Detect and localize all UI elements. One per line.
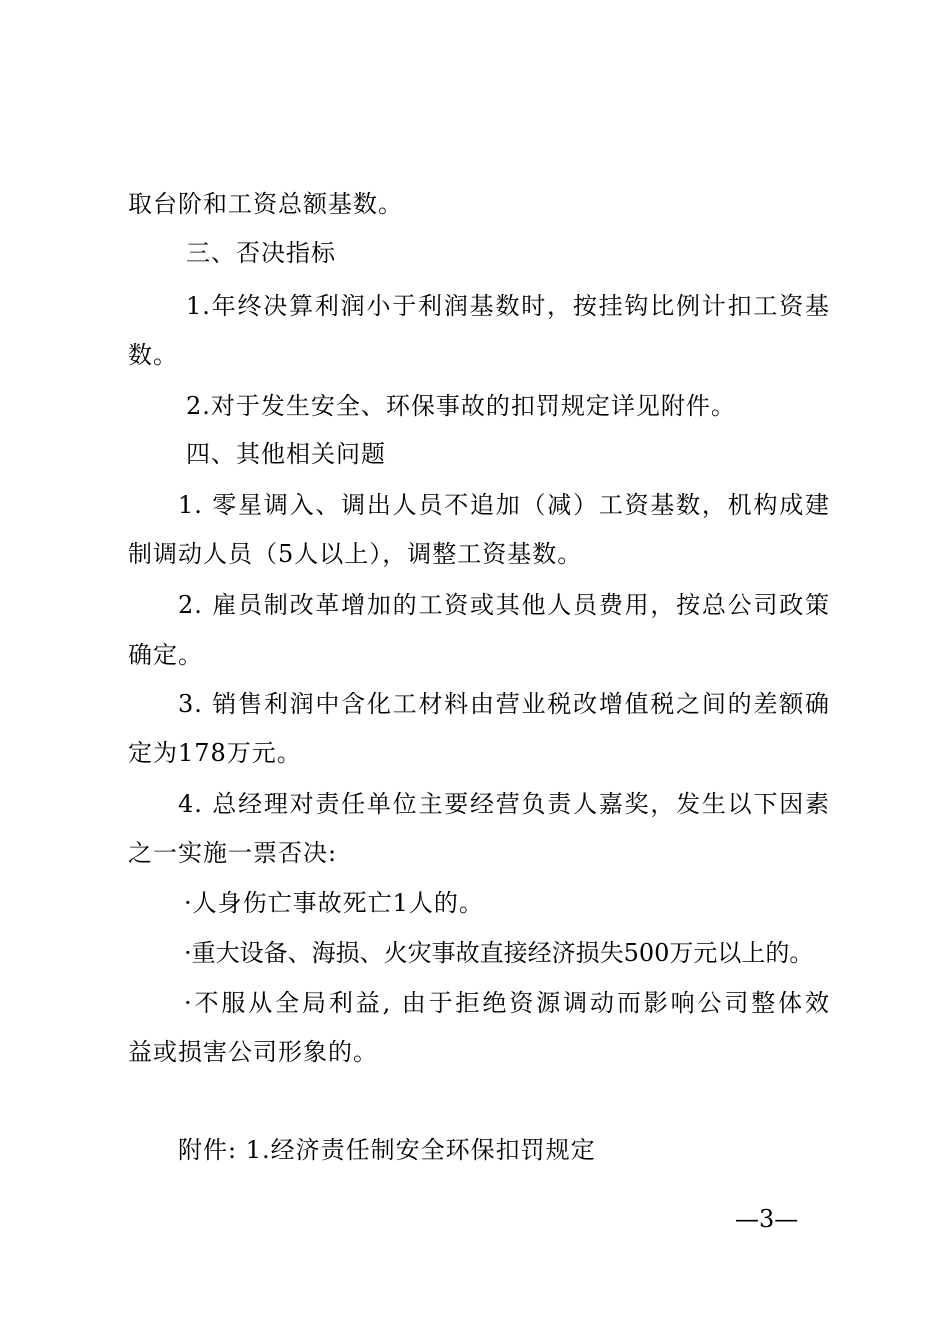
- bullet-item-1: ·人身伤亡事故死亡1人的。: [184, 889, 484, 917]
- para-continuation-line-1: 取台阶和工资总额基数。: [128, 190, 403, 218]
- para-3-1-line-1: 1.年终决算利润小于利润基数时，按挂钩比例计扣工资基: [186, 292, 830, 320]
- section-heading-4: 四、其他相关问题: [186, 440, 386, 468]
- para-4-4-line-1: 4. 总经理对责任单位主要经营负责人嘉奖，发生以下因素: [178, 790, 830, 818]
- bullet-item-2: ·重大设备、海损、火灾事故直接经济损失500万元以上的。: [184, 939, 814, 967]
- bullet-item-3-line-2: 益或损害公司形象的。: [128, 1038, 378, 1066]
- page-number: —3—: [735, 1205, 799, 1233]
- para-4-1-line-1: 1. 零星调入、调出人员不追加（减）工资基数，机构成建: [178, 491, 830, 519]
- para-3-2-line-1: 2.对于发生安全、环保事故的扣罚规定详见附件。: [186, 392, 736, 420]
- para-4-3-line-2: 定为178万元。: [128, 739, 302, 767]
- para-3-1-line-2: 数。: [128, 341, 178, 369]
- attachment-line: 附件: 1.经济责任制安全环保扣罚规定: [178, 1136, 596, 1164]
- section-heading-3: 三、否决指标: [186, 239, 336, 267]
- para-4-3-line-1: 3. 销售利润中含化工材料由营业税改增值税之间的差额确: [178, 690, 830, 718]
- para-4-1-line-2: 制调动人员（5人以上），调整工资基数。: [128, 540, 583, 568]
- para-4-4-line-2: 之一实施一票否决:: [128, 839, 338, 867]
- bullet-item-3-line-1: ·不服从全局利益, 由于拒绝资源调动而影响公司整体效: [184, 989, 830, 1017]
- para-4-2-line-2: 确定。: [128, 641, 203, 669]
- para-4-2-line-1: 2. 雇员制改革增加的工资或其他人员费用，按总公司政策: [178, 591, 830, 619]
